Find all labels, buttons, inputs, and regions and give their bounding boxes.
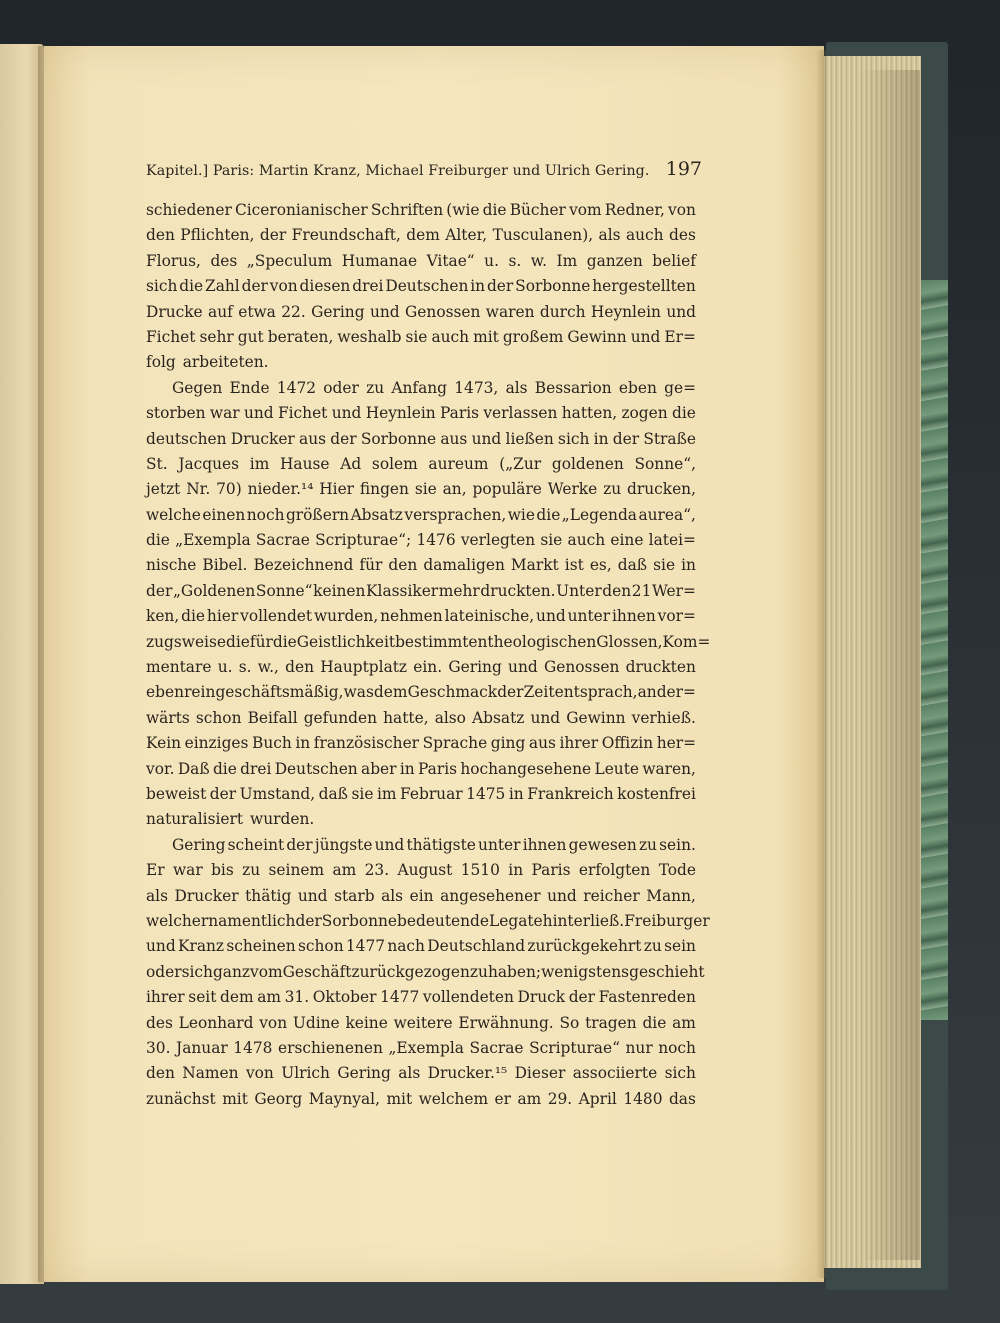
text-line: folg arbeiteten. xyxy=(146,353,269,372)
cover-marbled-edge xyxy=(918,280,948,1020)
text-line: die „Exempla Sacrae Scripturae“; 1476 verlegten sie auch eine latei= xyxy=(146,531,696,550)
page-stack-shadow xyxy=(860,70,920,1260)
text-line: Florus, des „Speculum Humanae Vitae“ u. s. w. Im ganzen belief xyxy=(146,251,696,270)
text-line: Drucke auf etwa 22. Gering und Genossen waren durch Heynlein und xyxy=(146,302,696,321)
page-edge-shadow xyxy=(816,50,826,1278)
text-line: ihrer seit dem am 31. Oktober 1477 vollendeten Druck der Fastenreden xyxy=(146,988,696,1007)
text-line: welche einen noch größern Absatz versprachen, wie die „Legenda aurea“, xyxy=(146,505,696,524)
text-line: St. Jacques im Hause Ad solem aureum („Zur goldenen Sonne“, xyxy=(146,454,696,473)
text-line: der „Goldenen Sonne“ keinen Klassiker mehr druckten. Unter den 21 Wer= xyxy=(146,581,696,600)
text-line: zunächst mit Georg Maynyal, mit welchem er am 29. April 1480 das xyxy=(146,1089,696,1108)
text-line: beweist der Umstand, daß sie im Februar 1475 in Frankreich kostenfrei xyxy=(146,784,696,803)
text-line: sich die Zahl der von diesen drei Deutschen in der Sorbonne hergestellten xyxy=(146,277,696,296)
text-line: Gering scheint der jüngste und thätigste unter ihnen gewesen zu sein. xyxy=(172,835,696,854)
text-line: oder sich ganz vom Geschäft zurückgezogen zu haben; wenigstens geschieht xyxy=(146,962,705,981)
text-line: ken, die hier vollendet wurden, nehmen lateinische, und unter ihnen vor= xyxy=(146,607,696,626)
text-line: und Kranz scheinen schon 1477 nach Deutschland zurückgekehrt zu sein xyxy=(146,937,696,956)
text-line: welcher namentlich der Sorbonne bedeutende Legate hinterließ. Freiburger xyxy=(146,911,710,930)
text-line: Gegen Ende 1472 oder zu Anfang 1473, als Bessarion eben ge= xyxy=(172,378,696,397)
text-line: Er war bis zu seinem am 23. August 1510 in Paris erfolgten Tode xyxy=(146,861,696,880)
text-line: zugsweise die für die Geistlichkeit bestimmten theologischen Glossen, Kom= xyxy=(146,632,711,651)
text-line: mentare u. s. w., den Hauptplatz ein. Gering und Genossen druckten xyxy=(146,658,696,677)
text-line: Fichet sehr gut beraten, weshalb sie auch mit großem Gewinn und Er= xyxy=(146,327,696,346)
text-line: wärts schon Beifall gefunden hatte, also Absatz und Gewinn verhieß. xyxy=(146,708,696,727)
body-text xyxy=(146,198,711,1112)
running-head: Kapitel.] Paris: Martin Kranz, Michael Freiburger und Ulrich Gering. xyxy=(146,163,650,179)
text-line: nische Bibel. Bezeichnend für den damaligen Markt ist es, daß sie in xyxy=(146,556,696,575)
text-line: jetzt Nr. 70) nieder.¹⁴ Hier fingen sie an, populäre Werke zu drucken, xyxy=(146,480,696,499)
text-line: Kein einziges Buch in französischer Sprache ging aus ihrer Offizin her= xyxy=(146,734,696,753)
text-line: des Leonhard von Udine keine weitere Erwähnung. So tragen die am xyxy=(146,1013,696,1032)
text-line: schiedener Ciceronianischer Schriften (wie die Bücher vom Redner, von xyxy=(146,201,696,219)
text-line: naturalisiert wurden. xyxy=(146,810,315,829)
text-line: 30. Januar 1478 erschienenen „Exempla Sacrae Scripturae“ nur noch xyxy=(146,1038,696,1057)
page-header xyxy=(146,158,702,186)
text-line: storben war und Fichet und Heynlein Paris verlassen hatten, zogen die xyxy=(146,404,696,423)
text-line: den Pflichten, der Freundschaft, dem Alter, Tusculanen), als auch des xyxy=(146,226,696,245)
text-line: deutschen Drucker aus der Sorbonne aus und ließen sich in der Straße xyxy=(146,429,696,448)
text-line: den Namen von Ulrich Gering als Drucker.¹⁵ Dieser associierte sich xyxy=(146,1064,696,1083)
page-number: 197 xyxy=(665,158,702,180)
text-line: vor. Daß die drei Deutschen aber in Paris hochangesehene Leute waren, xyxy=(146,759,696,778)
text-line: als Drucker thätig und starb als ein angesehener und reicher Mann, xyxy=(146,886,696,905)
text-line: eben rein geschäftsmäßig, was dem Geschmack der Zeit entsprach, ander= xyxy=(146,683,696,702)
